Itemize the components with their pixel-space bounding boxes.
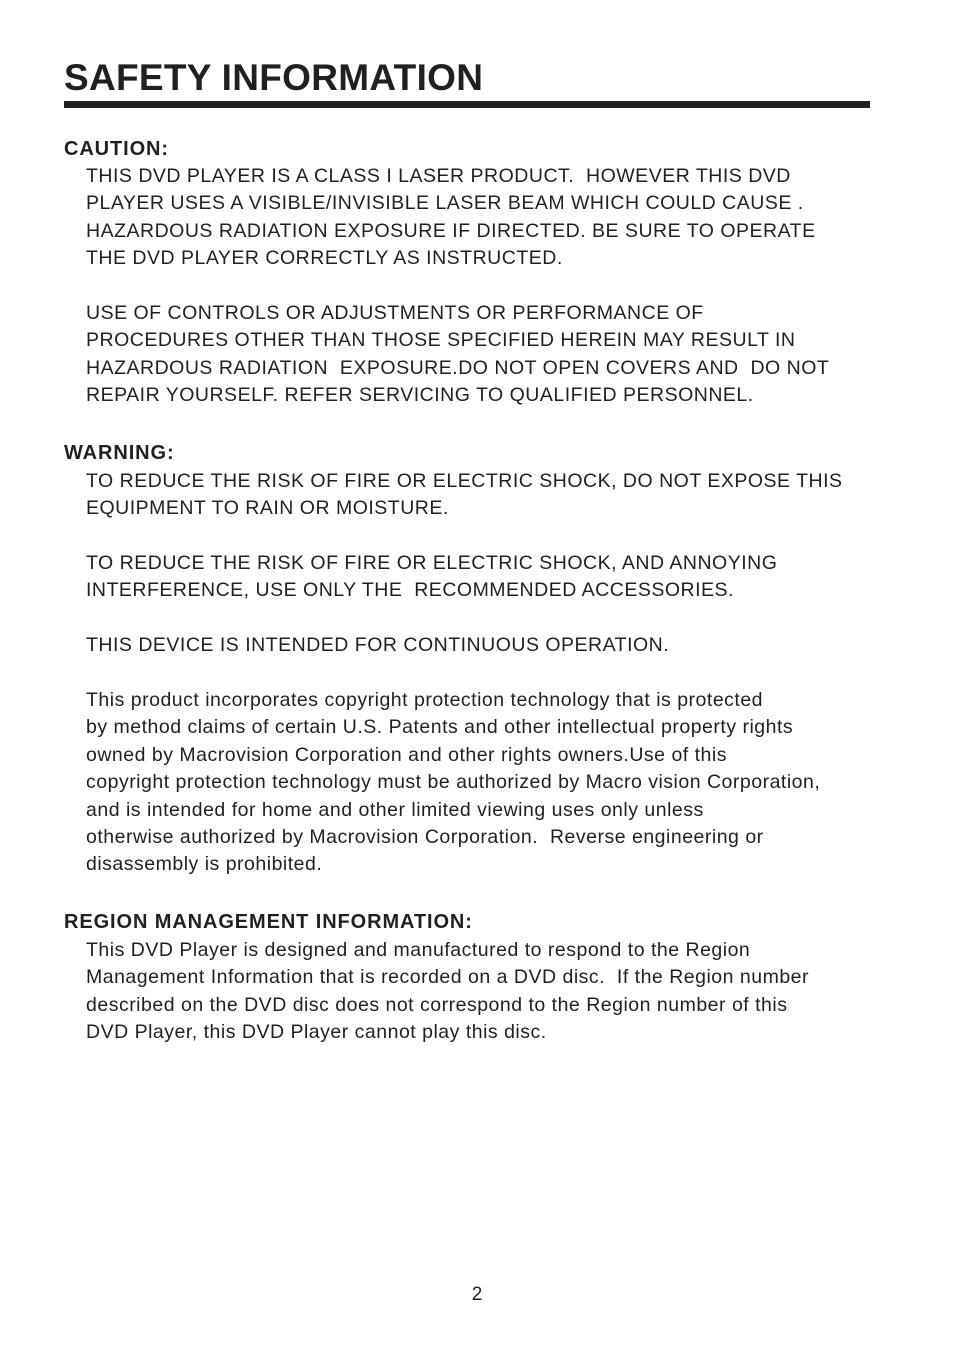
warning-paragraph-1-line: EQUIPMENT TO RAIN OR MOISTURE. [86,497,449,520]
region-paragraph-line: DVD Player, this DVD Player cannot play this disc. [86,1021,547,1044]
warning-paragraph-1-line: TO REDUCE THE RISK OF FIRE OR ELECTRIC SHOCK, DO NOT EXPOSE THIS [86,470,843,492]
copyright-notice-line: by method claims of certain U.S. Patents and other intellectual property rights [86,716,794,739]
copyright-notice-line: owned by Macrovision Corporation and other rights owners.Use of this [86,743,727,766]
warning-paragraph-3-line: THIS DEVICE IS INTENDED FOR CONTINUOUS OPERATION. [86,634,670,656]
page-title: SAFETY INFORMATION [64,57,484,98]
caution-paragraph-2-line: USE OF CONTROLS OR ADJUSTMENTS OR PERFORMANCE OF [86,302,704,324]
title-rule [64,101,870,108]
caution-paragraph-1-line: HAZARDOUS RADIATION EXPOSURE IF DIRECTED. BE SURE TO OPERATE [86,219,816,242]
caution-paragraph-1-line: THE DVD PLAYER CORRECTLY AS INSTRUCTED. [86,247,563,270]
copyright-notice-line: disassembly is prohibited. [86,853,323,876]
caution-paragraph-1 [86,163,816,273]
region-paragraph-line: This DVD Player is designed and manufactured to respond to the Region [86,939,751,961]
caution-paragraph-2-line: PROCEDURES OTHER THAN THOSE SPECIFIED HEREIN MAY RESULT IN [86,329,796,352]
warning-paragraph-2-line: TO REDUCE THE RISK OF FIRE OR ELECTRIC SHOCK, AND ANNOYING [86,552,778,574]
caution-paragraph-2 [86,300,829,410]
caution-heading: CAUTION: [64,138,169,160]
region-heading: REGION MANAGEMENT INFORMATION: [64,911,473,933]
warning-heading: WARNING: [64,442,175,464]
copyright-notice-line: copyright protection technology must be authorized by Macro vision Corporation, [86,771,821,794]
copyright-notice [86,687,820,879]
copyright-notice-line: This product incorporates copyright protection technology that is protected [86,689,764,711]
copyright-notice-line: and is intended for home and other limited viewing uses only unless [86,798,704,821]
copyright-notice-line: otherwise authorized by Macrovision Corporation. Reverse engineering or [86,825,764,848]
caution-paragraph-1-line: PLAYER USES A VISIBLE/INVISIBLE LASER BEAM WHICH COULD CAUSE . [86,192,804,215]
warning-paragraph-2 [86,550,777,605]
page-number: 2 [471,1284,483,1305]
region-paragraph-line: described on the DVD disc does not correspond to the Region number of this [86,993,788,1016]
caution-paragraph-1-line: THIS DVD PLAYER IS A CLASS I LASER PRODUCT. HOWEVER THIS DVD [86,165,791,187]
warning-paragraph-3 [86,632,669,659]
warning-paragraph-2-line: INTERFERENCE, USE ONLY THE RECOMMENDED ACCESSORIES. [86,579,734,602]
region-paragraph-line: Management Information that is recorded on a DVD disc. If the Region number [86,966,810,989]
caution-paragraph-2-line: REPAIR YOURSELF. REFER SERVICING TO QUALIFIED PERSONNEL. [86,384,754,407]
caution-paragraph-2-line: HAZARDOUS RADIATION EXPOSURE.DO NOT OPEN COVERS AND DO NOT [86,356,830,379]
warning-paragraph-1 [86,468,843,523]
region-paragraph [86,937,809,1047]
